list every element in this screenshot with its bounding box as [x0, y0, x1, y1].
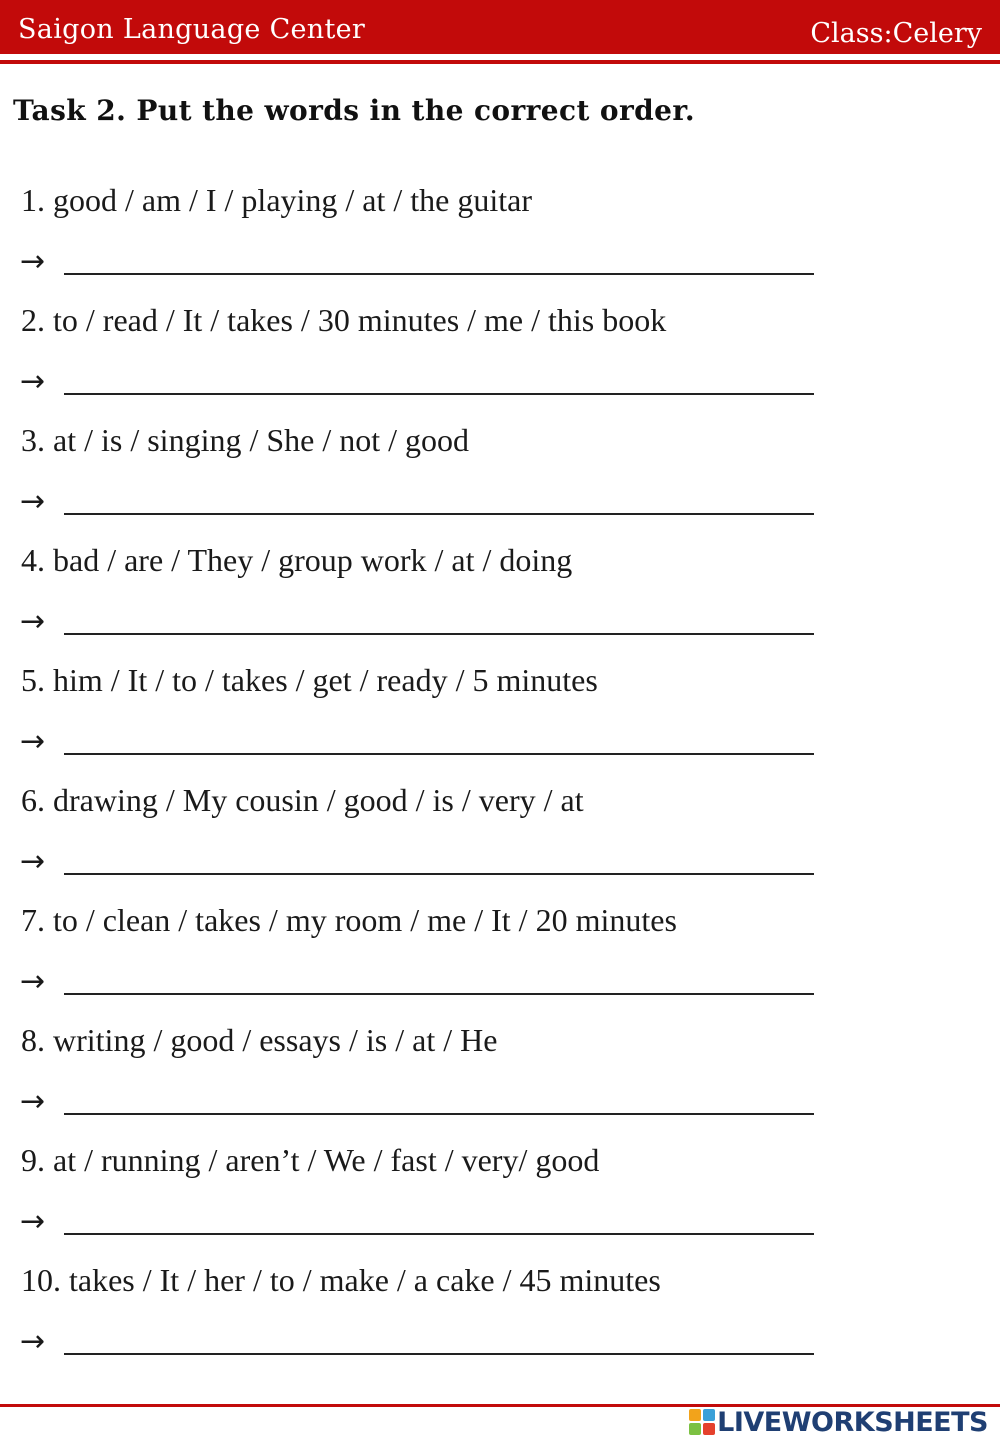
item-prompt: 4. bad / are / They / group work / at / doing: [21, 542, 573, 578]
exercise-item: [0, 420, 1000, 540]
answer-blank[interactable]: [64, 633, 814, 635]
arrow-icon: →: [20, 964, 46, 999]
brand-watermark[interactable]: [689, 1406, 988, 1438]
exercise-item: [0, 1140, 1000, 1260]
answer-blank[interactable]: [64, 1113, 814, 1115]
exercise-item: [0, 660, 1000, 780]
exercise-item: [0, 180, 1000, 300]
item-prompt: 2. to / read / It / takes / 30 minutes / me / this book: [21, 302, 667, 338]
exercise-item: [0, 780, 1000, 900]
class-label: Class:Celery: [810, 18, 982, 49]
item-prompt: 8. writing / good / essays / is / at / He: [21, 1022, 498, 1058]
answer-blank[interactable]: [64, 1353, 814, 1355]
arrow-icon: →: [20, 604, 46, 639]
answer-blank[interactable]: [64, 393, 814, 395]
item-prompt: 9. at / running / aren’t / We / fast / very/ good: [21, 1142, 600, 1178]
liveworksheets-logo-icon: [689, 1409, 715, 1435]
answer-blank[interactable]: [64, 993, 814, 995]
answer-blank[interactable]: [64, 753, 814, 755]
answer-blank[interactable]: [64, 1233, 814, 1235]
item-prompt: 3. at / is / singing / She / not / good: [21, 422, 470, 458]
header-bar: [0, 0, 1000, 54]
exercise-item: [0, 1260, 1000, 1380]
item-prompt: 7. to / clean / takes / my room / me / It / 20 minutes: [21, 902, 677, 938]
arrow-icon: →: [20, 1204, 46, 1239]
answer-blank[interactable]: [64, 873, 814, 875]
exercise-item: [0, 900, 1000, 1020]
item-prompt: 5. him / It / to / takes / get / ready / 5 minutes: [21, 662, 598, 698]
task-title: Task 2. Put the words in the correct order.: [13, 94, 696, 127]
item-prompt: 10. takes / It / her / to / make / a cake / 45 minutes: [21, 1262, 661, 1298]
header-divider: [0, 60, 1000, 64]
school-name: Saigon Language Center: [18, 14, 366, 45]
arrow-icon: →: [20, 484, 46, 519]
arrow-icon: →: [20, 1324, 46, 1359]
arrow-icon: →: [20, 244, 46, 279]
arrow-icon: →: [20, 724, 46, 759]
item-prompt: 1. good / am / I / playing / at / the guitar: [21, 182, 533, 218]
brand-text: LIVEWORKSHEETS: [717, 1406, 988, 1438]
answer-blank[interactable]: [64, 513, 814, 515]
exercise-item: [0, 300, 1000, 420]
arrow-icon: →: [20, 364, 46, 399]
exercise-list: [0, 180, 1000, 1380]
exercise-item: [0, 540, 1000, 660]
item-prompt: 6. drawing / My cousin / good / is / very / at: [21, 782, 584, 818]
arrow-icon: →: [20, 844, 46, 879]
answer-blank[interactable]: [64, 273, 814, 275]
exercise-item: [0, 1020, 1000, 1140]
arrow-icon: →: [20, 1084, 46, 1119]
